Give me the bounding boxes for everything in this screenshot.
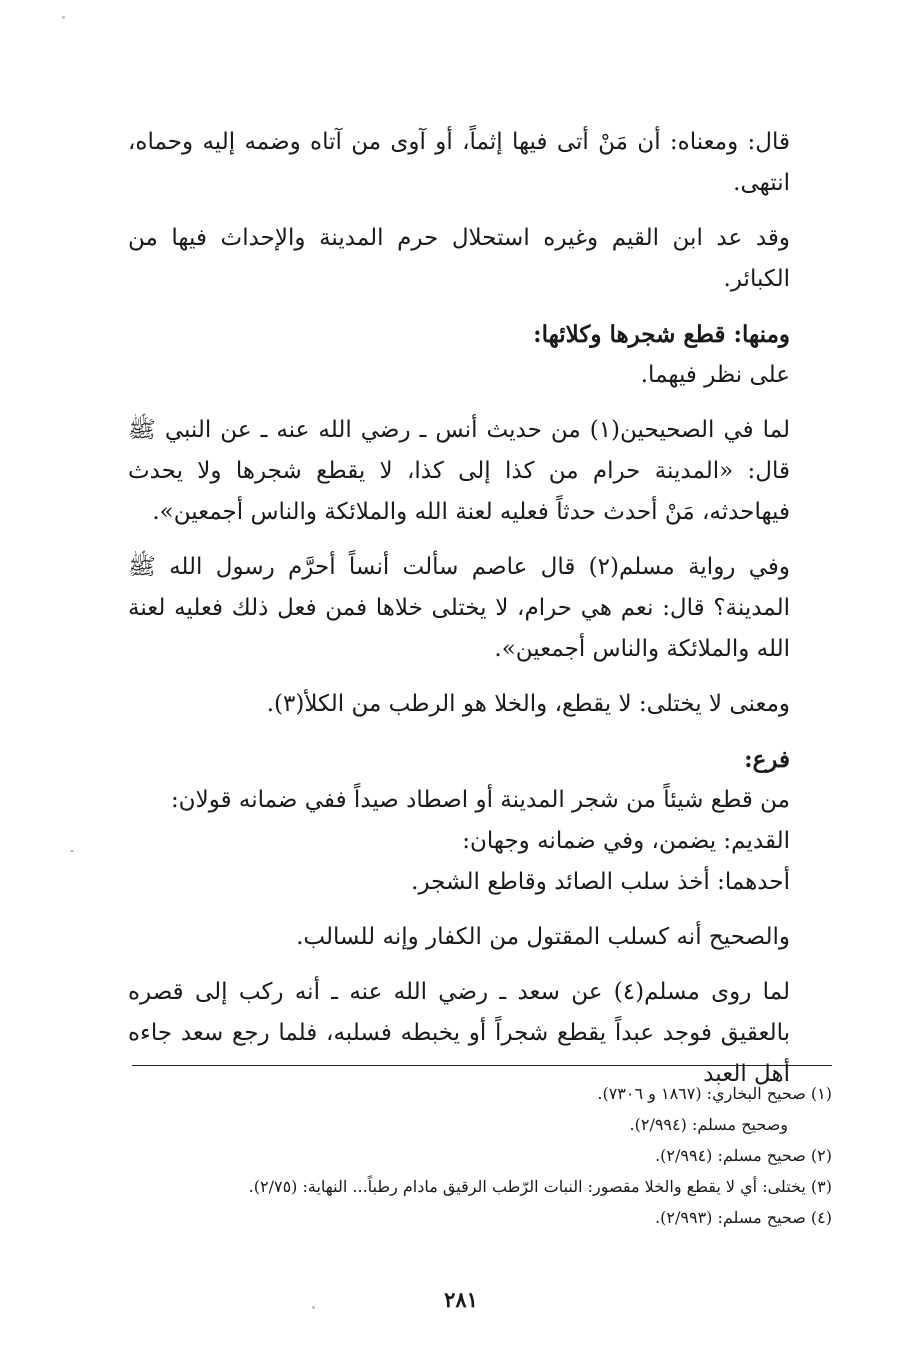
scan-speck <box>312 1306 315 1309</box>
paragraph-meaning: ومعنى لا يختلى: لا يقطع، والخلا هو الرطب من الكلأ(٣). <box>266 691 790 717</box>
paragraph-old-view: القديم: يضمن، وفي ضمانه وجهان: <box>462 828 790 854</box>
footnote-2: (٢) صحيح مسلم: (٢/٩٩٤). <box>655 1146 832 1165</box>
paragraph-first-aspect: أحدهما: أخذ سلب الصائد وقاطع الشجر. <box>411 869 790 895</box>
page-number: ٢٨١ <box>444 1287 478 1312</box>
paragraph-compensation: من قطع شيئاً من شجر المدينة أو اصطاد صيداً ففي ضمانه قولان: <box>170 787 790 813</box>
section-heading-branch: فرع: <box>744 746 790 773</box>
paragraph-major-sins: وقد عد ابن القيم وغيره استحلال حرم المدينة والإحداث فيها من الكبائر. <box>128 225 790 292</box>
section-heading-trees: ومنها: قطع شجرها وكلائها: <box>533 321 790 348</box>
paragraph-hadith-saad: لما روى مسلم(٤) عن سعد ـ رضي الله عنه ـ أنه ركب إلى قصره بالعقيق فوجد عبداً يقطع شجراً أو يخبطه فسلبه، فلما رجع سعد جاءه أهل العبد <box>128 979 790 1087</box>
paragraph-hadith-muslim: وفي رواية مسلم(٢) قال عاصم سألت أنساً أحرَّم رسول الله ﷺ المدينة؟ قال: نعم هي حرام، لا يختلى خلاها فمن فعل ذلك فعليه لعنة الله والملائكة والناس أجمعين». <box>128 554 790 662</box>
paragraph-definition: قال: ومعناه: أن مَنْ أتى فيها إثماً، أو آوى من آتاه وضمه إليه وحماه، انتهى. <box>128 129 790 196</box>
paragraph-hadith-anas: لما في الصحيحين(١) من حديث أنس ـ رضي الله عنه ـ عن النبي ﷺ قال: «المدينة حرام من كذا إلى كذا، لا يقطع شجرها ولا يحدث فيهاحدثه، مَنْ أحدث حدثاً فعليه لعنة الله والملائكة والناس أجمعين». <box>128 417 790 525</box>
scan-speck <box>70 850 74 852</box>
footnote-4: (٤) صحيح مسلم: (٢/٩٩٣). <box>655 1208 832 1227</box>
footnote-1-continued: وصحيح مسلم: (٢/٩٩٤). <box>629 1115 788 1134</box>
footnote-3: (٣) يختلى: أي لا يقطع والخلا مقصور: النبات الرّطب الرقيق مادام رطباً... النهاية: (٢/٧٥). <box>248 1177 832 1196</box>
paragraph-correct-view: والصحيح أنه كسلب المقتول من الكفار وإنه للسالب. <box>296 924 790 950</box>
scan-speck <box>62 16 65 19</box>
footnote-divider <box>132 1065 832 1066</box>
footnotes <box>150 1078 832 1233</box>
main-text <box>128 122 790 1095</box>
footnote-1: (١) صحيح البخاري: (١٨٦٧ و ٧٣٠٦). <box>597 1084 832 1103</box>
paragraph-note: على نظر فيهما. <box>640 362 790 388</box>
